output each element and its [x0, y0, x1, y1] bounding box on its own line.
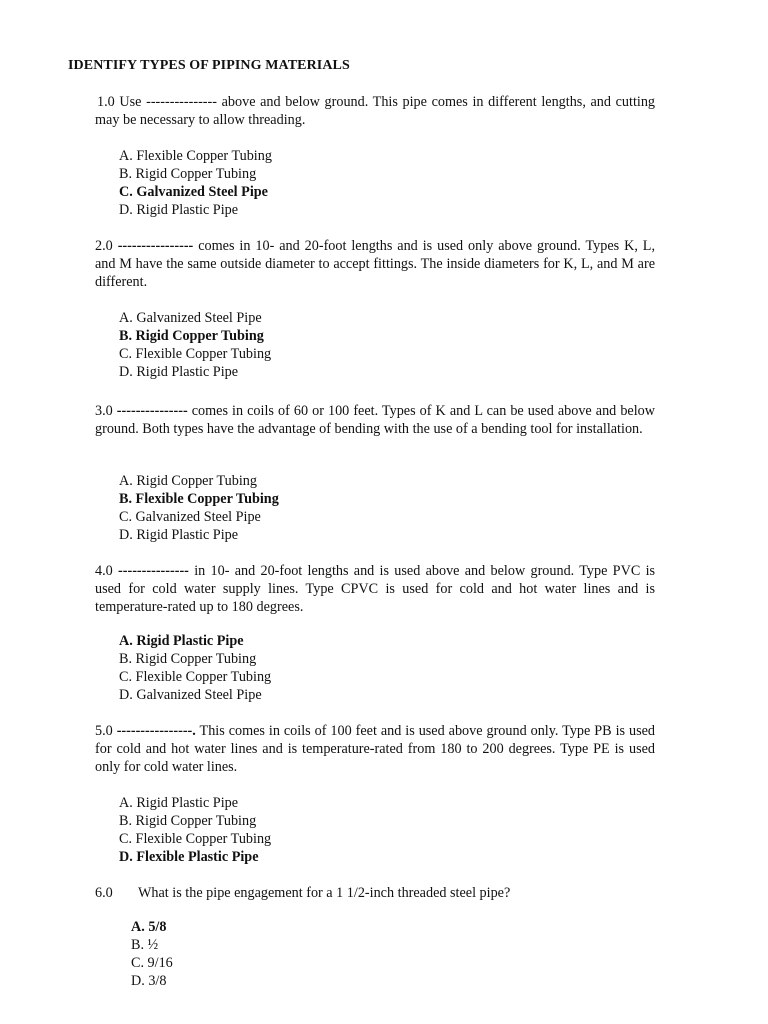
answer-blank: --------------- [118, 563, 189, 579]
question-number: 6.0 [95, 885, 113, 901]
question-number: 3.0 [95, 403, 113, 419]
question-body: comes in 10- and 20-foot lengths and is used only above ground. Types K, L, and M have the same outside diameter to accept fittings. The inside diameters for K, L, and M are different. [95, 238, 656, 290]
option-d: D. Rigid Plastic Pipe [119, 364, 239, 380]
answer-blank: --------------- [146, 94, 217, 110]
option-c: C. Flexible Copper Tubing [119, 669, 272, 685]
option-d: D. Rigid Plastic Pipe [119, 527, 239, 543]
options-list [119, 309, 271, 381]
option-b: B. Rigid Copper Tubing [119, 166, 257, 182]
options-list [119, 472, 279, 544]
question-body: above and below ground. This pipe comes in different lengths, and cutting may be necessary to allow threading. [95, 94, 656, 128]
option-b-correct: B. Rigid Copper Tubing [119, 328, 264, 344]
question-4 [95, 562, 656, 703]
option-a: A. Flexible Copper Tubing [119, 148, 272, 164]
options-list [119, 794, 271, 866]
option-b: B. Rigid Copper Tubing [119, 813, 257, 829]
question-number: 5.0 [95, 723, 113, 739]
question-5-text [95, 722, 655, 776]
option-a: A. Rigid Copper Tubing [119, 473, 257, 489]
option-a: A. Rigid Plastic Pipe [119, 795, 239, 811]
option-c: C. Flexible Copper Tubing [119, 831, 272, 847]
option-b: B. ½ [131, 937, 159, 953]
option-b-correct: B. Flexible Copper Tubing [119, 491, 279, 507]
options-list [131, 918, 173, 990]
question-3-text [95, 402, 655, 438]
option-d: D. Rigid Plastic Pipe [119, 202, 239, 218]
options-list [119, 147, 272, 219]
question-3 [95, 402, 656, 543]
question-number: 1.0 [97, 94, 115, 110]
question-6-text [95, 884, 655, 902]
answer-blank: ---------------- [117, 238, 194, 254]
option-b: B. Rigid Copper Tubing [119, 651, 257, 667]
question-body: What is the pipe engagement for a 1 1/2-inch threaded steel pipe? [138, 885, 511, 901]
option-a-correct: A. Rigid Plastic Pipe [119, 633, 244, 649]
option-d: D. 3/8 [131, 973, 167, 989]
question-number: 2.0 [95, 238, 113, 254]
answer-blank: ----------------. [116, 723, 196, 739]
answer-blank: --------------- [116, 403, 188, 419]
option-c: C. 9/16 [131, 955, 173, 971]
question-1-text [95, 93, 655, 129]
question-number: 4.0 [95, 563, 113, 579]
option-a-correct: A. 5/8 [131, 919, 167, 935]
option-d-correct: D. Flexible Plastic Pipe [119, 849, 259, 865]
option-a: A. Galvanized Steel Pipe [119, 310, 262, 326]
question-body: comes in coils of 60 or 100 feet. Types of K and L can be used above and below ground. Both types have the advantage of bending with the use of a bending tool for installation. [95, 403, 656, 437]
question-prefix: Use [119, 94, 142, 110]
question-2-text [95, 237, 655, 291]
option-c: C. Galvanized Steel Pipe [119, 509, 261, 525]
question-1 [95, 93, 656, 218]
option-c-correct: C. Galvanized Steel Pipe [119, 184, 268, 200]
options-list [119, 632, 271, 704]
question-6 [95, 884, 655, 989]
option-d: D. Galvanized Steel Pipe [119, 687, 262, 703]
question-body: in 10- and 20-foot lengths and is used above and below ground. Type PVC is used for cold water supply lines. Type CPVC is used for cold and hot water lines and is temperature-rated up to 180 degrees. [95, 563, 656, 615]
question-body: This comes in coils of 100 feet and is used above ground only. Type PB is used for cold and hot water lines and is temperature-rated from 180 to 200 degrees. Type PE is used only for cold water lines. [95, 723, 655, 775]
question-2 [95, 237, 656, 380]
question-4-text [95, 562, 655, 616]
page-title: IDENTIFY TYPES OF PIPING MATERIALS [68, 58, 350, 73]
question-5 [95, 722, 655, 865]
option-c: C. Flexible Copper Tubing [119, 346, 272, 362]
